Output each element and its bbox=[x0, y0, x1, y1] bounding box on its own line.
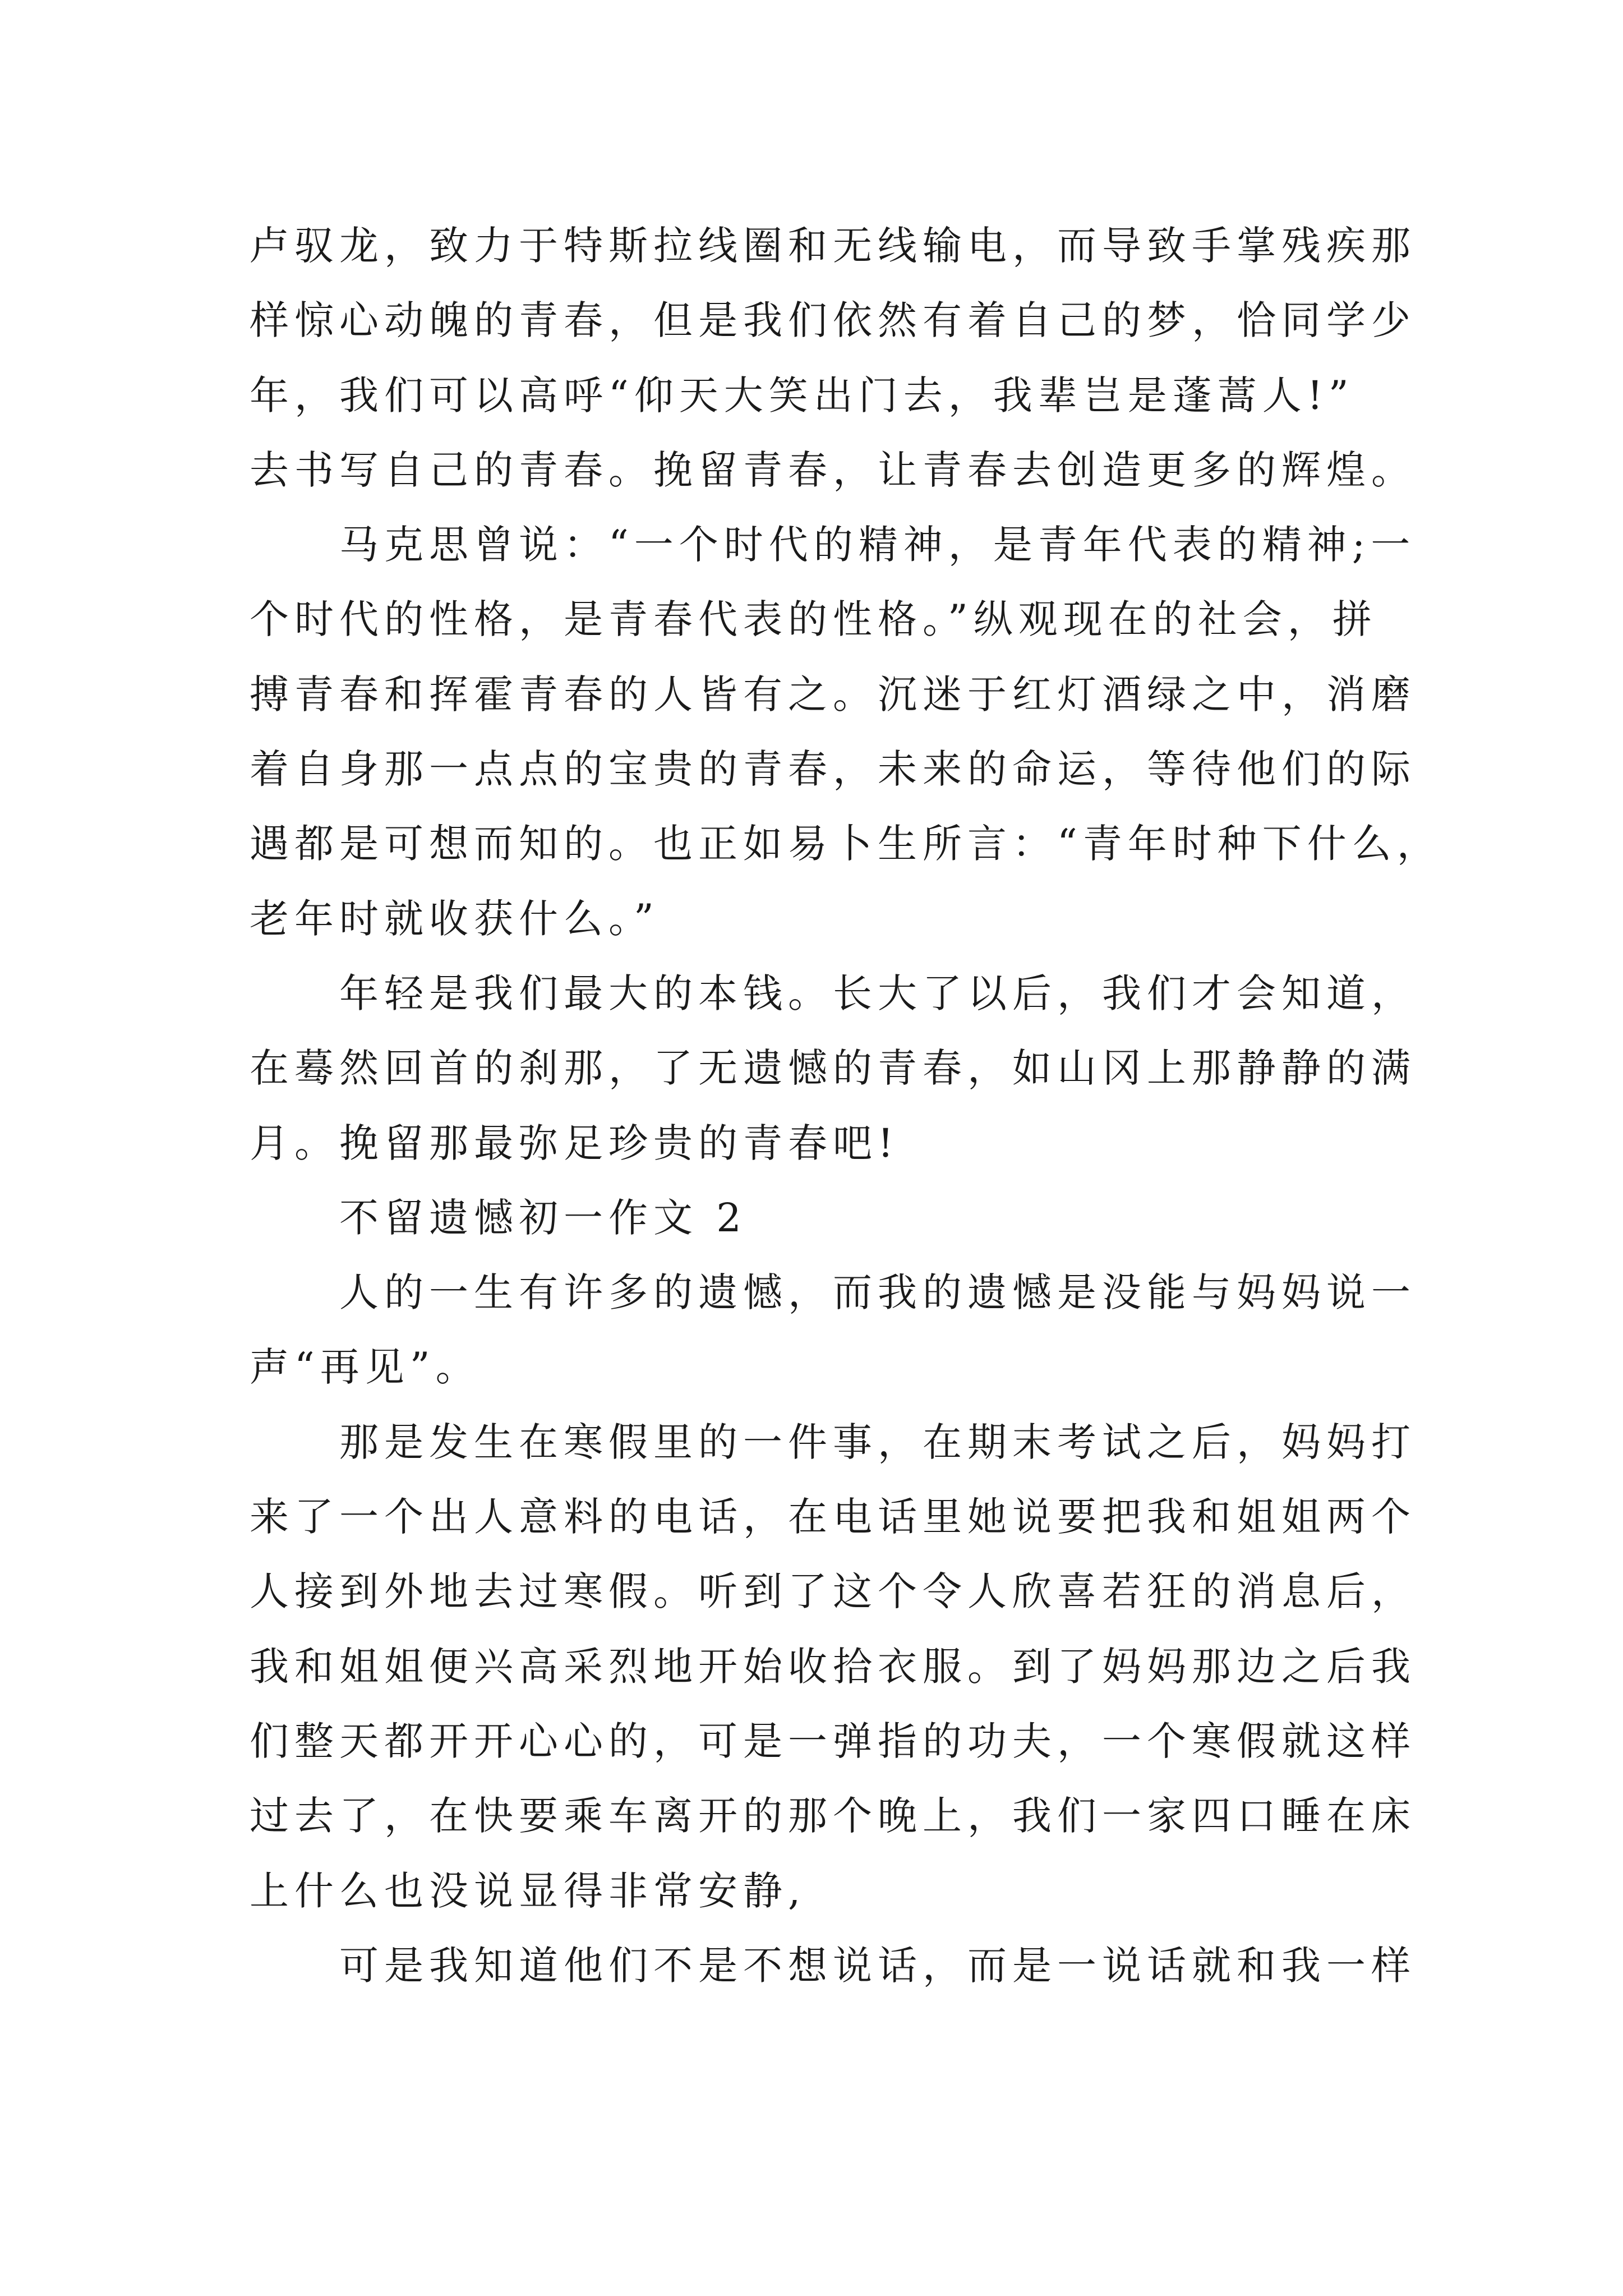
text-line: 年，我们可以高呼“仰天大笑出门去，我辈岂是蓬蒿人!” bbox=[250, 372, 1354, 418]
text-line: 马克思曾说：“一个时代的精神，是青年代表的精神;一 bbox=[339, 522, 1416, 568]
text-line: 搏青春和挥霍青春的人皆有之。沉迷于红灯酒绿之中，消磨 bbox=[250, 671, 1416, 717]
text-line: 卢驭龙，致力于特斯拉线圈和无线输电，而导致手掌残疾那 bbox=[250, 223, 1416, 269]
text-line: 月。挽留那最弥足珍贵的青春吧! bbox=[250, 1120, 900, 1166]
text-line: 人的一生有许多的遗憾，而我的遗憾是没能与妈妈说一 bbox=[339, 1269, 1416, 1316]
text-line: 人接到外地去过寒假。听到了这个令人欣喜若狂的消息后， bbox=[250, 1568, 1416, 1615]
text-line: 在蓦然回首的刹那，了无遗憾的青春，如山冈上那静静的满 bbox=[250, 1045, 1416, 1092]
text-line: 去书写自己的青春。挽留青春，让青春去创造更多的辉煌。 bbox=[250, 447, 1416, 493]
text-line: 那是发生在寒假里的一件事，在期末考试之后，妈妈打 bbox=[339, 1419, 1416, 1465]
text-line: 着自身那一点点的宝贵的青春，未来的命运，等待他们的际 bbox=[250, 746, 1416, 793]
text-line: 遇都是可想而知的。也正如易卜生所言：“青年时种下什么， bbox=[250, 821, 1442, 867]
text-line: 们整天都开开心心的，可是一弹指的功夫，一个寒假就这样 bbox=[250, 1718, 1416, 1764]
text-line: 样惊心动魄的青春，但是我们依然有着自己的梦，恰同学少 bbox=[250, 297, 1416, 344]
text-line: 个时代的性格，是青春代表的性格。”纵观现在的社会，拼 bbox=[250, 596, 1377, 643]
text-line: 来了一个出人意料的电话，在电话里她说要把我和姐姐两个 bbox=[250, 1494, 1416, 1540]
body-text bbox=[250, 209, 1442, 2003]
text-line: 可是我知道他们不是不想说话，而是一说话就和我一样 bbox=[339, 1942, 1416, 1989]
text-line: 上什么也没说显得非常安静, bbox=[250, 1867, 806, 1914]
text-line: 我和姐姐便兴高采烈地开始收拾衣服。到了妈妈那边之后我 bbox=[250, 1643, 1416, 1690]
text-line: 不留遗憾初一作文 2 bbox=[339, 1194, 747, 1241]
text-line: 年轻是我们最大的本钱。长大了以后，我们才会知道， bbox=[339, 970, 1416, 1016]
text-line: 老年时就收获什么。” bbox=[250, 895, 660, 942]
text-line: 声“再见”。 bbox=[250, 1344, 481, 1391]
text-line: 过去了，在快要乘车离开的那个晚上，我们一家四口睡在床 bbox=[250, 1793, 1416, 1839]
